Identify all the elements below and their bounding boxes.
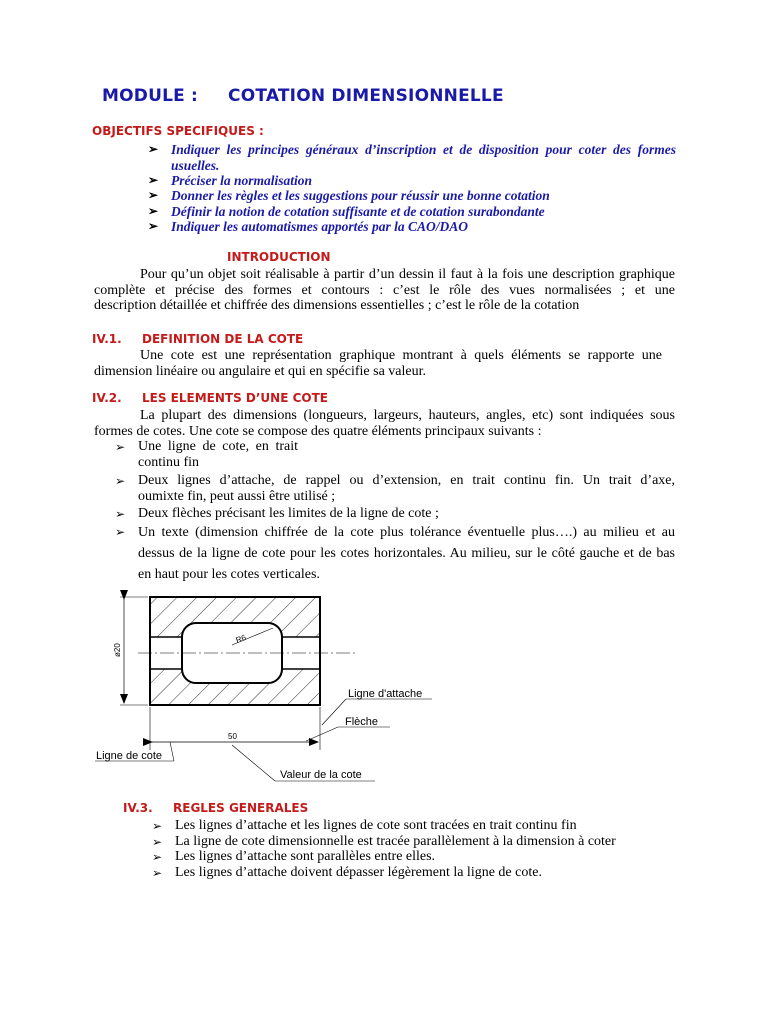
section-number: IV.3.: [123, 801, 153, 815]
callout-valeur-cote: Valeur de la cote: [280, 769, 362, 781]
objective-item: ➢ Définir la notion de cotation suffisante et de cotation surabondante: [148, 204, 545, 219]
objective-item: ➢ Donner les règles et les suggestions pour réussir une bonne cotation: [148, 188, 550, 203]
definition-line: Une cote est une représentation graphique montrant à quels éléments se rapporte une: [140, 348, 662, 363]
list-item: ➢ Les lignes d’attache sont parallèles entre elles.: [152, 849, 436, 864]
intro-line: complète et précise des formes et contours : c’est le rôle des vues normalisées ; et une: [94, 283, 675, 298]
height-label: ø20: [113, 643, 122, 657]
section-title: LES ELEMENTS D’UNE COTE: [142, 391, 328, 405]
introduction-heading: INTRODUCTION: [227, 250, 331, 264]
bullet-arrow-icon: ➢: [148, 204, 159, 218]
list-item: ➢ Un texte (dimension chiffrée de la cote plus tolérance éventuelle plus….) au milieu et au dessus de la ligne de cote pour les cotes horizontales. Au milieu, sur le côté gauche et de bas en haut pour les cotes verticales.: [115, 522, 675, 585]
module-label: MODULE :: [102, 86, 199, 106]
list-item: ➢ Une ligne de cote, en trait continu fin: [115, 439, 298, 470]
objective-item: ➢ Préciser la normalisation: [148, 173, 313, 188]
list-item: ➢ Deux lignes d’attache, de rappel ou d’extension, en trait continu fin. Un trait d’axe, oumixte fin, peut aussi être utilisé ;: [115, 473, 675, 504]
list-item: ➢ Les lignes d’attache doivent dépasser légèrement la ligne de cote.: [152, 865, 542, 880]
bullet-arrow-icon: ➢: [148, 188, 159, 202]
bullet-arrow-icon: ➢: [148, 173, 159, 187]
callout-fleche: Flèche: [345, 716, 379, 728]
radius-label: R6: [234, 632, 248, 645]
section-heading-iv2: [92, 391, 328, 405]
section-heading-iv1: [92, 332, 303, 346]
objective-item: ➢ Indiquer les principes généraux d’inscription et de disposition pour coter des formes usuelles.: [148, 142, 676, 173]
section-number: IV.1.: [92, 332, 122, 346]
section-title: DEFINITION DE LA COTE: [142, 332, 304, 346]
elements-line: La plupart des dimensions (longueurs, largeurs, hauteurs, angles, etc) sont indiquées sous: [140, 408, 675, 423]
bullet-arrow-icon: ➢: [115, 507, 126, 521]
bullet-arrow-icon: ➢: [152, 819, 163, 833]
bullet-arrow-icon: ➢: [115, 474, 126, 488]
list-item: ➢ Les lignes d’attache et les lignes de cote sont tracées en trait continu fin: [152, 818, 577, 833]
section-heading-iv3: [123, 801, 308, 815]
definition-line: dimension linéaire ou angulaire et qui en spécifie sa valeur.: [94, 364, 426, 379]
list-item: ➢ La ligne de cote dimensionnelle est tracée parallèlement à la dimension à coter: [152, 834, 616, 849]
objective-item: ➢ Indiquer les automatismes apportés par la CAO/DAO: [148, 219, 469, 234]
elements-line: formes de cotes. Une cote se compose des quatre éléments principaux suivants :: [94, 424, 542, 439]
bullet-arrow-icon: ➢: [148, 219, 159, 233]
section-title: REGLES GENERALES: [173, 801, 309, 815]
objectives-heading: OBJECTIFS SPECIFIQUES :: [92, 124, 264, 138]
list-item: ➢ Deux flèches précisant les limites de la ligne de cote ;: [115, 506, 439, 521]
bullet-arrow-icon: ➢: [148, 142, 159, 156]
bullet-arrow-icon: ➢: [115, 525, 126, 539]
width-label: 50: [228, 732, 237, 741]
callout-ligne-attache: Ligne d'attache: [348, 688, 423, 700]
section-number: IV.2.: [92, 391, 122, 405]
bullet-arrow-icon: ➢: [152, 835, 163, 849]
intro-line: Pour qu’un objet soit réalisable à partir d’un dessin il faut à la fois une description graphique: [140, 267, 675, 282]
bullet-arrow-icon: ➢: [115, 440, 126, 454]
callout-ligne-de-cote: Ligne de cote: [96, 750, 163, 762]
bullet-arrow-icon: ➢: [152, 866, 163, 880]
bullet-arrow-icon: ➢: [152, 850, 163, 864]
intro-line: description détaillée et chiffrée des dimensions essentielles ; c’est le rôle de la cotation: [94, 298, 580, 313]
dimension-diagram: [90, 585, 450, 790]
page-title: [102, 86, 504, 106]
module-title: COTATION DIMENSIONNELLE: [228, 86, 504, 106]
